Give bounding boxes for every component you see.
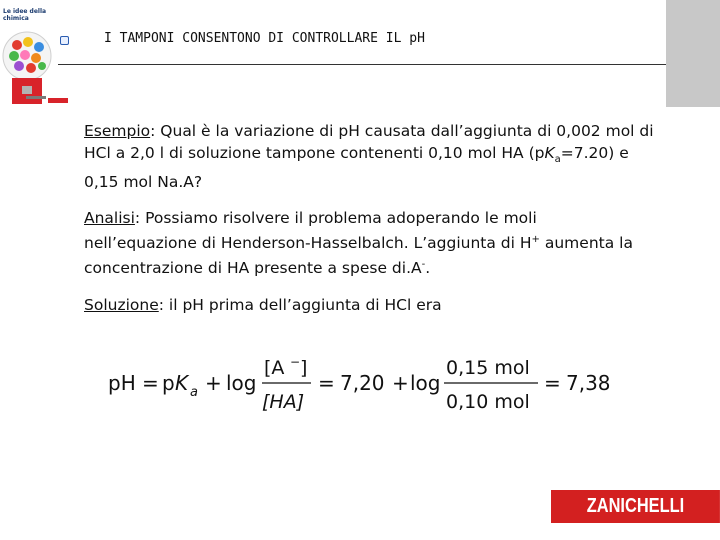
formula-den2: 0,10 mol bbox=[446, 391, 530, 413]
example-text-2: =7.20) e 0,15 mol Na.A? bbox=[84, 144, 629, 192]
analysis-sup-minus: - bbox=[421, 259, 426, 271]
analysis-sup-plus: + bbox=[531, 234, 540, 245]
formula-num2: 0,15 mol bbox=[446, 357, 530, 379]
header-panel bbox=[57, 0, 666, 107]
solution-paragraph bbox=[84, 294, 654, 316]
example-k: K bbox=[544, 144, 555, 162]
formula-plus-1: + bbox=[205, 371, 222, 395]
page-title: I TAMPONI CONSENTONO DI CONTROLLARE IL pH bbox=[104, 31, 425, 46]
formula-a: a bbox=[190, 385, 198, 400]
formula-ph: pH bbox=[108, 371, 136, 395]
analysis-text-1: : Possiamo risolvere il problema adoperando le moli nell’equazione di Henderson-Hasselbalch. L’aggiunta di H bbox=[84, 209, 537, 253]
formula-val1: 7,20 bbox=[340, 371, 385, 395]
formula-p: p bbox=[162, 371, 175, 395]
formula-num1: [A bbox=[264, 357, 285, 379]
analysis-text-2: aumenta la concentrazione di HA presente a spese di.A bbox=[84, 234, 633, 278]
formula-eq-2: = bbox=[318, 371, 335, 395]
formula-eq-3: = bbox=[544, 371, 561, 395]
book-publisher-mark-icon bbox=[60, 36, 69, 45]
formula-eq-1: = bbox=[142, 371, 159, 395]
formula-log-1: log bbox=[226, 371, 257, 395]
formula-num1-close: ] bbox=[300, 357, 308, 379]
formula-plus-2: + bbox=[392, 371, 409, 395]
zanichelli-logo: ZANICHELLI bbox=[551, 490, 720, 523]
example-sub-a: a bbox=[554, 154, 561, 166]
solution-text: : il pH prima dell’aggiunta di HCl era bbox=[158, 296, 442, 314]
example-paragraph bbox=[84, 120, 654, 193]
solution-lead: Soluzione bbox=[84, 296, 159, 314]
formula-k: K bbox=[175, 371, 189, 395]
analysis-lead: Analisi bbox=[84, 209, 135, 227]
formula-log-2: log bbox=[410, 371, 441, 395]
book-cover-title: Le idee della chimica bbox=[3, 8, 47, 22]
book-cover-image bbox=[0, 0, 74, 107]
analysis-text-3: . bbox=[425, 259, 431, 278]
formula-den1: [HA] bbox=[262, 391, 305, 413]
example-lead: Esempio bbox=[84, 122, 151, 140]
analysis-paragraph bbox=[84, 207, 654, 279]
formula-result: 7,38 bbox=[566, 371, 611, 395]
example-text-1: : Qual è la variazione di pH causata dall’aggiunta di 0,002 mol di HCl a 2,0 l di soluzione tampone contenenti 0,10 mol HA (p bbox=[84, 122, 654, 162]
formula-num1-sup: − bbox=[290, 355, 301, 369]
henderson-hasselbalch-formula bbox=[104, 352, 624, 416]
header-divider bbox=[58, 64, 666, 65]
